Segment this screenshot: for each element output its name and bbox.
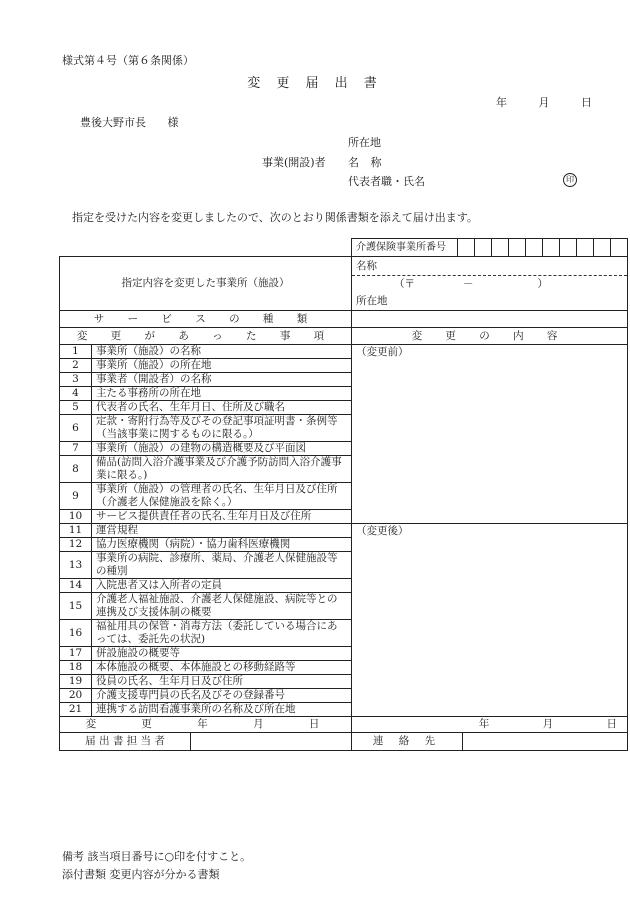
submitter-cell bbox=[60, 733, 352, 751]
item-number[interactable]: 13 bbox=[60, 552, 92, 579]
item-description: 主たる事務所の所在地 bbox=[92, 387, 352, 401]
item-description: 備品(訪問入浴介護事業及び介護予防訪問入浴介護事業に限る。) bbox=[92, 456, 352, 483]
item-description: 代表者の氏名、生年月日、住所及び職名 bbox=[92, 401, 352, 415]
item-description: 役員の氏名、生年月日及び住所 bbox=[92, 675, 352, 689]
item-number[interactable]: 18 bbox=[60, 661, 92, 675]
changed-items-header bbox=[60, 328, 352, 345]
service-type-field[interactable] bbox=[352, 311, 628, 328]
item-description: 入院患者又は入所者の定員 bbox=[92, 579, 352, 593]
form-reference: 様式第４号（第６条関係） bbox=[62, 54, 194, 67]
change-content-header-text: 変 更 の 内 容 bbox=[411, 329, 568, 342]
submitter-label: 届 出 書 担 当 者 bbox=[60, 733, 191, 750]
changed-items-header-text: 変 更 が あ っ た 事 項 bbox=[76, 329, 335, 342]
item-number[interactable]: 8 bbox=[60, 456, 92, 483]
item-number[interactable]: 1 bbox=[60, 345, 92, 359]
item-number[interactable]: 15 bbox=[60, 593, 92, 620]
item-number[interactable]: 20 bbox=[60, 689, 92, 703]
item-number[interactable]: 2 bbox=[60, 359, 92, 373]
facility-postal-field[interactable] bbox=[352, 276, 628, 293]
item-number[interactable]: 12 bbox=[60, 538, 92, 552]
applicant-name-label: 名 称 bbox=[348, 156, 382, 169]
item-number[interactable]: 21 bbox=[60, 703, 92, 717]
item-number[interactable]: 10 bbox=[60, 510, 92, 524]
contact-field[interactable] bbox=[463, 733, 627, 750]
item-description: 事業所（施設）の名称 bbox=[92, 345, 352, 359]
provider-number-label: 介護保険事業所番号 bbox=[352, 239, 458, 256]
provider-number-boxes[interactable] bbox=[458, 239, 627, 256]
item-description: 事業所（施設）の管理者の氏名、生年月日及び住所（介護老人保健施設を除く。） bbox=[92, 483, 352, 510]
change-date-field[interactable]: 年 月 日 bbox=[352, 717, 628, 733]
item-description: 事業所の病院、診療所、薬局、介護老人保健施設等の種別 bbox=[92, 552, 352, 579]
item-number[interactable]: 9 bbox=[60, 483, 92, 510]
after-label: （変更後） bbox=[356, 525, 409, 537]
item-number[interactable]: 11 bbox=[60, 524, 92, 538]
item-description: 本体施設の概要、本体施設との移動経路等 bbox=[92, 661, 352, 675]
provider-number-digit-box[interactable] bbox=[576, 239, 593, 256]
addressee: 豊後大野市長 様 bbox=[80, 116, 179, 129]
service-type-text: サ ー ビ ス の 種 類 bbox=[93, 312, 318, 325]
before-label: （変更前） bbox=[356, 346, 409, 358]
facility-name-label: 名称 bbox=[356, 259, 377, 272]
applicant-location-label: 所在地 bbox=[348, 136, 381, 149]
submission-date: 年 月 日 bbox=[496, 96, 592, 109]
item-number[interactable]: 16 bbox=[60, 620, 92, 647]
postal-dash: － bbox=[463, 277, 474, 290]
provider-number-digit-box[interactable] bbox=[610, 239, 627, 256]
submitter-field[interactable] bbox=[191, 733, 351, 750]
item-description: 事業者（開設者）の名称 bbox=[92, 373, 352, 387]
provider-number-digit-box[interactable] bbox=[508, 239, 525, 256]
provider-number-cell bbox=[352, 239, 628, 257]
item-description: 福祉用具の保管・消毒方法（委託している場合にあっては、委託先の状況) bbox=[92, 620, 352, 647]
provider-number-digit-box[interactable] bbox=[491, 239, 508, 256]
item-description: 運営規程 bbox=[92, 524, 352, 538]
intro-text: 指定を受けた内容を変更しましたので、次のとおり関係書類を添えて届け出ます。 bbox=[72, 211, 478, 224]
applicant-representative-label: 代表者職・氏名 bbox=[348, 175, 425, 188]
before-change-field[interactable] bbox=[352, 345, 628, 524]
after-change-field[interactable] bbox=[352, 524, 628, 717]
facility-name-field[interactable] bbox=[352, 257, 628, 276]
contact-cell bbox=[352, 733, 628, 751]
facility-label: 指定内容を変更した事業所（施設） bbox=[121, 277, 290, 289]
item-description: 事業所（施設）の所在地 bbox=[92, 359, 352, 373]
item-description: 連携する訪問看護事業所の名称及び所在地 bbox=[92, 703, 352, 717]
provider-number-digit-box[interactable] bbox=[474, 239, 491, 256]
service-type-label bbox=[60, 311, 352, 328]
item-number[interactable]: 4 bbox=[60, 387, 92, 401]
provider-number-digit-box[interactable] bbox=[458, 239, 474, 256]
remark-note: 備考 該当項目番号に○印を付すこと。 bbox=[62, 850, 252, 863]
item-number[interactable]: 5 bbox=[60, 401, 92, 415]
provider-number-digit-box[interactable] bbox=[525, 239, 542, 256]
item-number[interactable]: 7 bbox=[60, 442, 92, 456]
item-description: 併設施設の概要等 bbox=[92, 647, 352, 661]
provider-number-digit-box[interactable] bbox=[542, 239, 559, 256]
item-description: 協力医療機関（病院）・協力歯科医療機関 bbox=[92, 538, 352, 552]
contact-label: 連 絡 先 bbox=[352, 733, 463, 750]
facility-address-label: 所在地 bbox=[356, 294, 388, 307]
item-number[interactable]: 3 bbox=[60, 373, 92, 387]
item-number[interactable]: 6 bbox=[60, 415, 92, 442]
provider-number-digit-box[interactable] bbox=[593, 239, 610, 256]
postal-open: （〒 bbox=[394, 277, 415, 290]
item-description: 介護支援専門員の氏名及びその登録番号 bbox=[92, 689, 352, 703]
provider-number-digit-box[interactable] bbox=[559, 239, 576, 256]
postal-close: ） bbox=[537, 277, 548, 290]
seal-mark: 印 bbox=[563, 173, 577, 187]
change-notification-table bbox=[59, 238, 628, 751]
item-description: サービス提供責任者の氏名､生年月日及び住所 bbox=[92, 510, 352, 524]
change-date-label: 変 更 年 月 日 bbox=[60, 717, 352, 733]
facility-address-field[interactable] bbox=[352, 292, 628, 311]
item-number[interactable]: 14 bbox=[60, 579, 92, 593]
item-number[interactable]: 17 bbox=[60, 647, 92, 661]
change-content-header bbox=[352, 328, 628, 345]
page-title: 変 更 届 出 書 bbox=[247, 76, 383, 91]
item-description: 定款・寄附行為等及びその登記事項証明書・条例等（当該事業に関するものに限る。） bbox=[92, 415, 352, 442]
item-description: 介護老人福祉施設、介護老人保健施設、病院等との連携及び支援体制の概要 bbox=[92, 593, 352, 620]
applicant-role-label: 事業(開設)者 bbox=[262, 156, 326, 169]
blank-cell bbox=[60, 239, 352, 257]
item-number[interactable]: 19 bbox=[60, 675, 92, 689]
attachment-note: 添付書類 変更内容が分かる書類 bbox=[62, 868, 220, 881]
item-description: 事業所（施設）の建物の構造概要及び平面図 bbox=[92, 442, 352, 456]
facility-label-cell bbox=[60, 257, 352, 311]
